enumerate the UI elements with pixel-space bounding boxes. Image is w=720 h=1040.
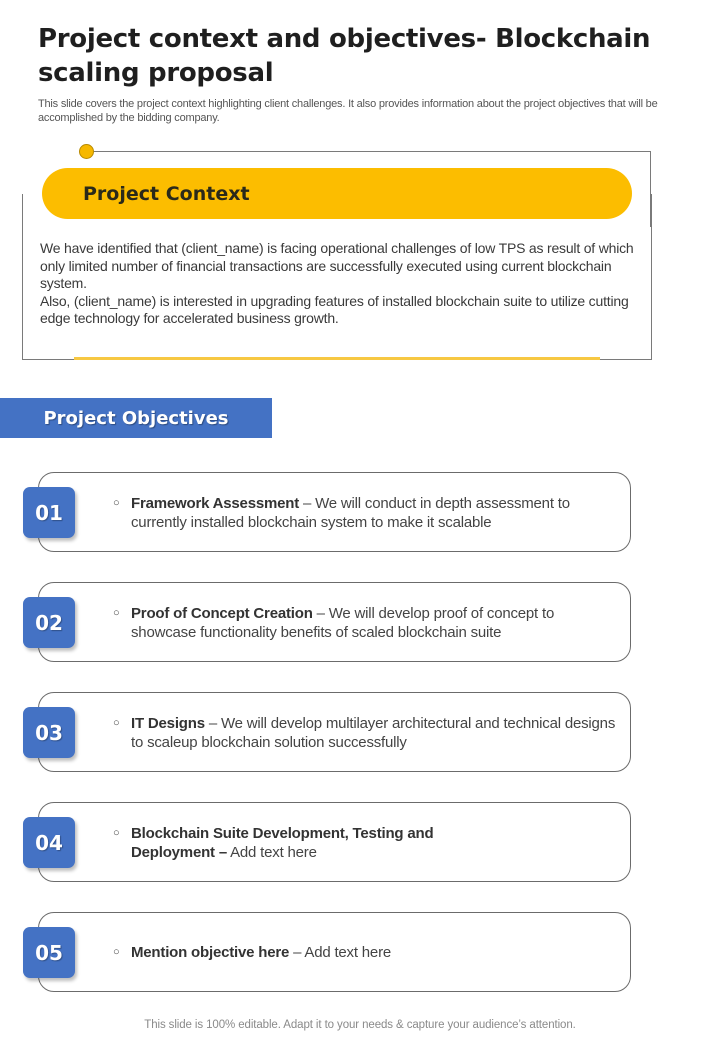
hollow-circle-bullet-icon: ○ [113,717,120,729]
project-context-banner [42,168,632,219]
objective-title: Mention objective here [131,944,290,961]
hollow-circle-bullet-icon: ○ [113,827,120,839]
objective-title: Blockchain Suite Development, Testing and Deployment – [131,825,434,861]
project-context-heading: Project Context [83,182,250,205]
objective-text [113,824,493,862]
context-paragraph: Also, (client_name) is interested in upgrading features of installed blockchain suite to utilize cutting edge technology for accelerated business growth. [40,292,629,326]
project-objectives-banner [0,398,272,438]
hollow-circle-bullet-icon: ○ [113,607,120,619]
objective-title: IT Designs [131,715,205,732]
context-paragraph: We have identified that (client_name) is facing operational challenges of low TPS as result of which only limited number of financial transactions are successfully executed using current blockchain system. [40,240,634,291]
objective-number-badge [23,597,75,648]
objective-description: We will develop proof of concept to showcase functionality benefits of scaled blockchain suite [131,605,555,641]
slide-subtitle: This slide covers the project context highlighting client challenges. It also provides information about the project objectives that will be accomplished by the bidding company. [38,98,658,124]
project-context-body [40,240,640,328]
objective-content: IT Designs – We will develop multilayer architectural and technical designs to scaleup blockchain solution successfully [131,715,616,751]
objective-number: 05 [35,940,63,965]
objective-number: 03 [35,720,63,745]
objective-text [113,943,618,962]
objective-content: Mention objective here – Add text here [131,944,392,961]
objective-title: Proof of Concept Creation [131,605,313,622]
objective-number: 04 [35,830,63,855]
objective-number-badge [23,927,75,978]
objective-number: 01 [35,500,63,525]
objective-content: Framework Assessment – We will conduct in depth assessment to currently installed blockchain system to make it scalable [131,495,570,531]
objective-number: 02 [35,610,63,635]
objective-content: Proof of Concept Creation – We will develop proof of concept to showcase functionality benefits of scaled blockchain suite [131,605,555,641]
objective-description: Add text here [230,844,317,861]
slide-title: Project context and objectives- Blockchain scaling proposal [38,24,651,88]
hollow-circle-bullet-icon: ○ [113,497,120,509]
objective-text [113,604,618,642]
objective-text [113,494,618,532]
objective-text [113,714,618,752]
objective-number-badge [23,487,75,538]
project-objectives-heading: Project Objectives [43,407,229,429]
objective-number-badge [23,707,75,758]
objective-content [131,824,493,862]
connector-dot-icon [79,144,94,159]
slide-footer: This slide is 100% editable. Adapt it to your needs & capture your audience’s attention. [144,1019,576,1031]
objective-number-badge [23,817,75,868]
objective-description: Add text here [304,944,392,961]
objective-title: Framework Assessment [131,495,300,512]
hollow-circle-bullet-icon: ○ [113,946,120,958]
context-yellow-underline [74,357,600,360]
objective-description: We will develop multilayer architectural and technical designs to scaleup blockchain solution successfully [131,715,616,751]
objective-description: We will conduct in depth assessment to currently installed blockchain system to make it scalable [131,495,570,531]
